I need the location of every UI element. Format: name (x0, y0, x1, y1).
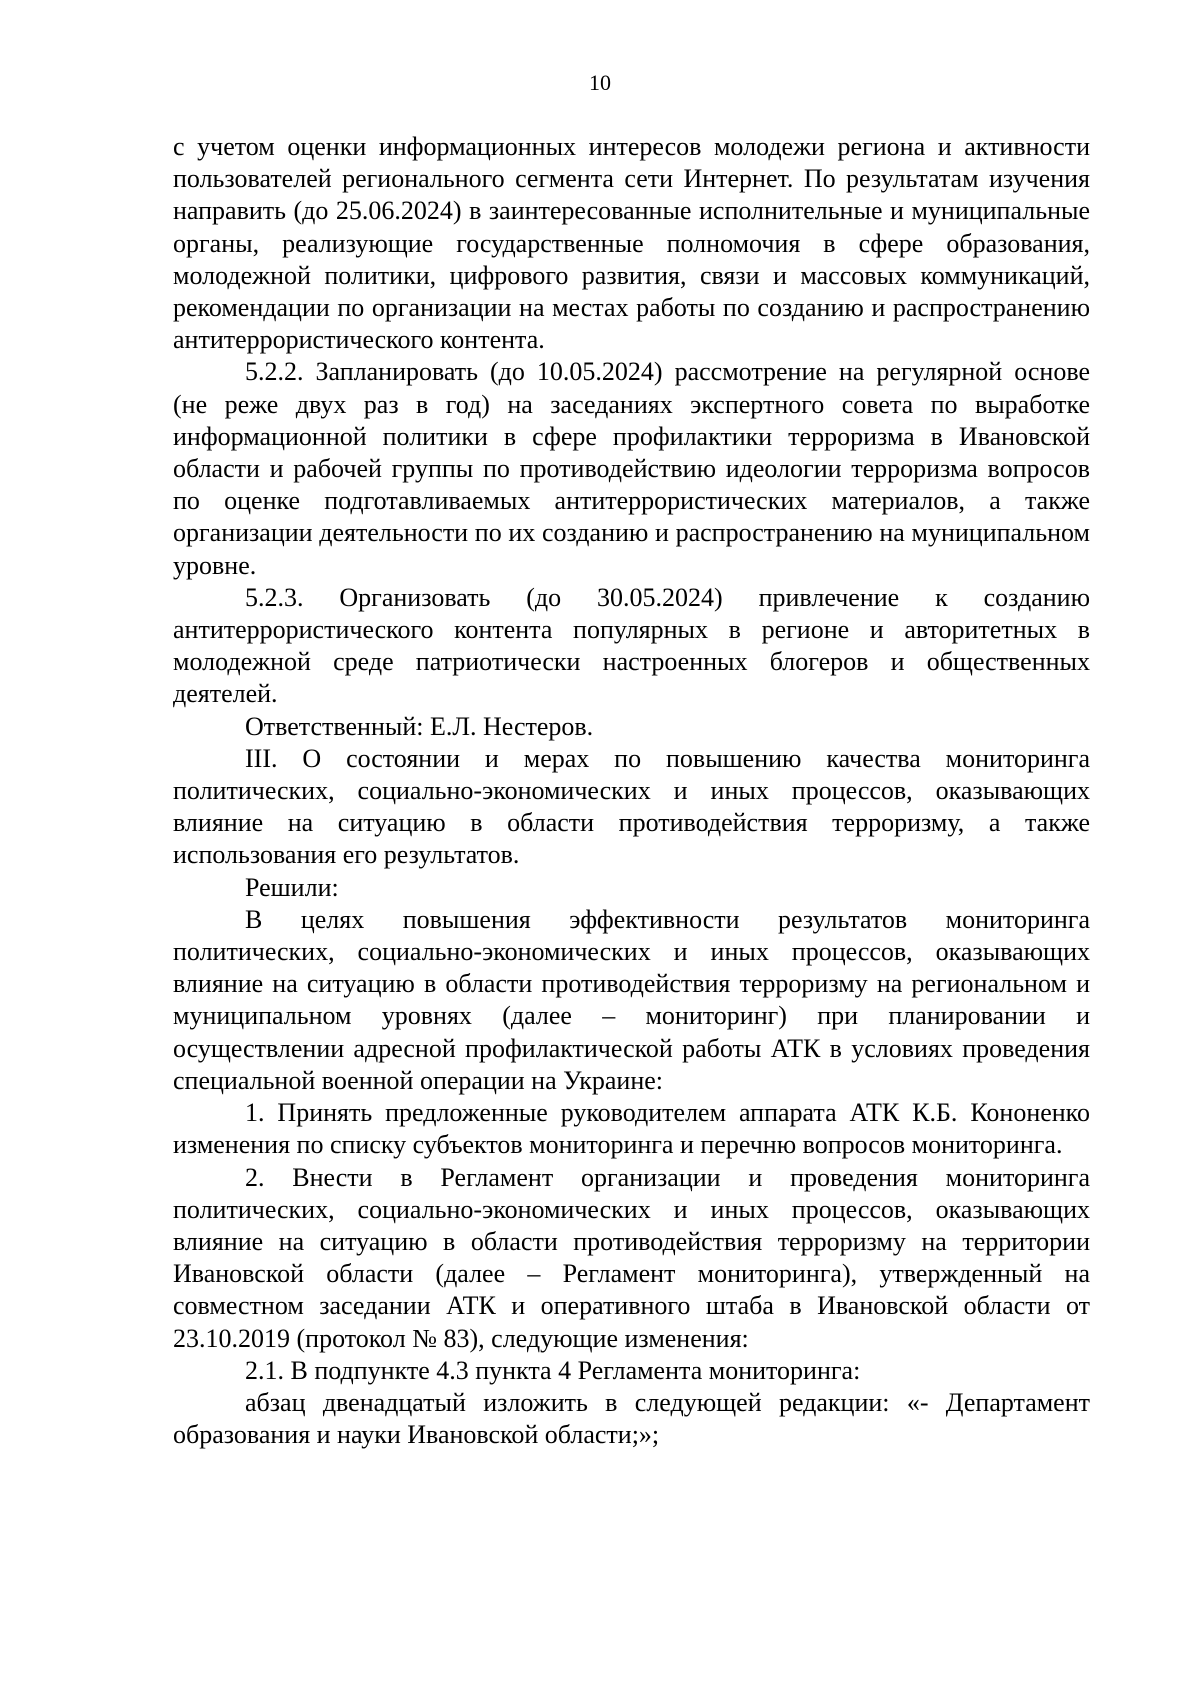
section-iii-heading: III. О состоянии и мерах по повышению качества мониторинга политических, социально-экономических и иных процессов, оказывающих влияние на ситуацию в области противодействия терроризму, а также использования его результатов. (173, 743, 1090, 870)
paragraph-amendment: абзац двенадцатый изложить в следующей редакции: «- Департамент образования и науки Ивановской области;»; (173, 1387, 1090, 1450)
paragraph-responsible: Ответственный: Е.Л. Нестеров. (245, 711, 594, 741)
paragraph-decided: Решили: (245, 872, 339, 902)
paragraph-purpose: В целях повышения эффективности результатов мониторинга политических, социально-экономических и иных процессов, оказывающих влияние на ситуацию в области противодействия терроризму на региональном и муниципальном уровнях (далее – мониторинг) при планировании и осуществлении адресной профилактической работы АТК в условиях проведения специальной военной операции на Украине: (173, 904, 1090, 1095)
paragraph-5-2-3: 5.2.3. Организовать (до 30.05.2024) привлечение к созданию антитеррористического контента популярных в регионе и авторитетных в молодежной среде патриотически настроенных блогеров и общественных деятелей. (173, 582, 1090, 709)
paragraph-continuation: с учетом оценки информационных интересов молодежи региона и активности пользователей регионального сегмента сети Интернет. По результатам изучения направить (до 25.06.2024) в заинтересованные исполнительные и муниципальные органы, реализующие государственные полномочия в сфере образования, молодежной политики, цифрового развития, связи и массовых коммуникаций, рекомендации по организации на местах работы по созданию и распространению антитеррористического контента. (173, 132, 1090, 355)
paragraph-item-1: 1. Принять предложенные руководителем аппарата АТК К.Б. Кононенко изменения по списку субъектов мониторинга и перечню вопросов мониторинга. (173, 1098, 1090, 1160)
document-body (173, 131, 1090, 1451)
paragraph-item-2-1: 2.1. В подпункте 4.3 пункта 4 Регламента мониторинга: (245, 1355, 861, 1385)
page-number: 10 (589, 70, 611, 95)
paragraph-5-2-2: 5.2.2. Запланировать (до 10.05.2024) рассмотрение на регулярной основе (не реже двух раз в год) на заседаниях экспертного совета по выработке информационной политики в сфере профилактики терроризма в Ивановской области и рабочей группы по противодействию идеологии терроризма вопросов по оценке подготавливаемых антитеррористических материалов, а также организации деятельности по их созданию и распространению на муниципальном уровне. (173, 357, 1090, 580)
paragraph-item-2: 2. Внести в Регламент организации и проведения мониторинга политических, социально-экономических и иных процессов, оказывающих влияние на ситуацию в области противодействия терроризму на территории Ивановской области (далее – Регламент мониторинга), утвержденный на совместном заседании АТК и оперативного штаба в Ивановской области от 23.10.2019 (протокол № 83), следующие изменения: (173, 1162, 1090, 1353)
